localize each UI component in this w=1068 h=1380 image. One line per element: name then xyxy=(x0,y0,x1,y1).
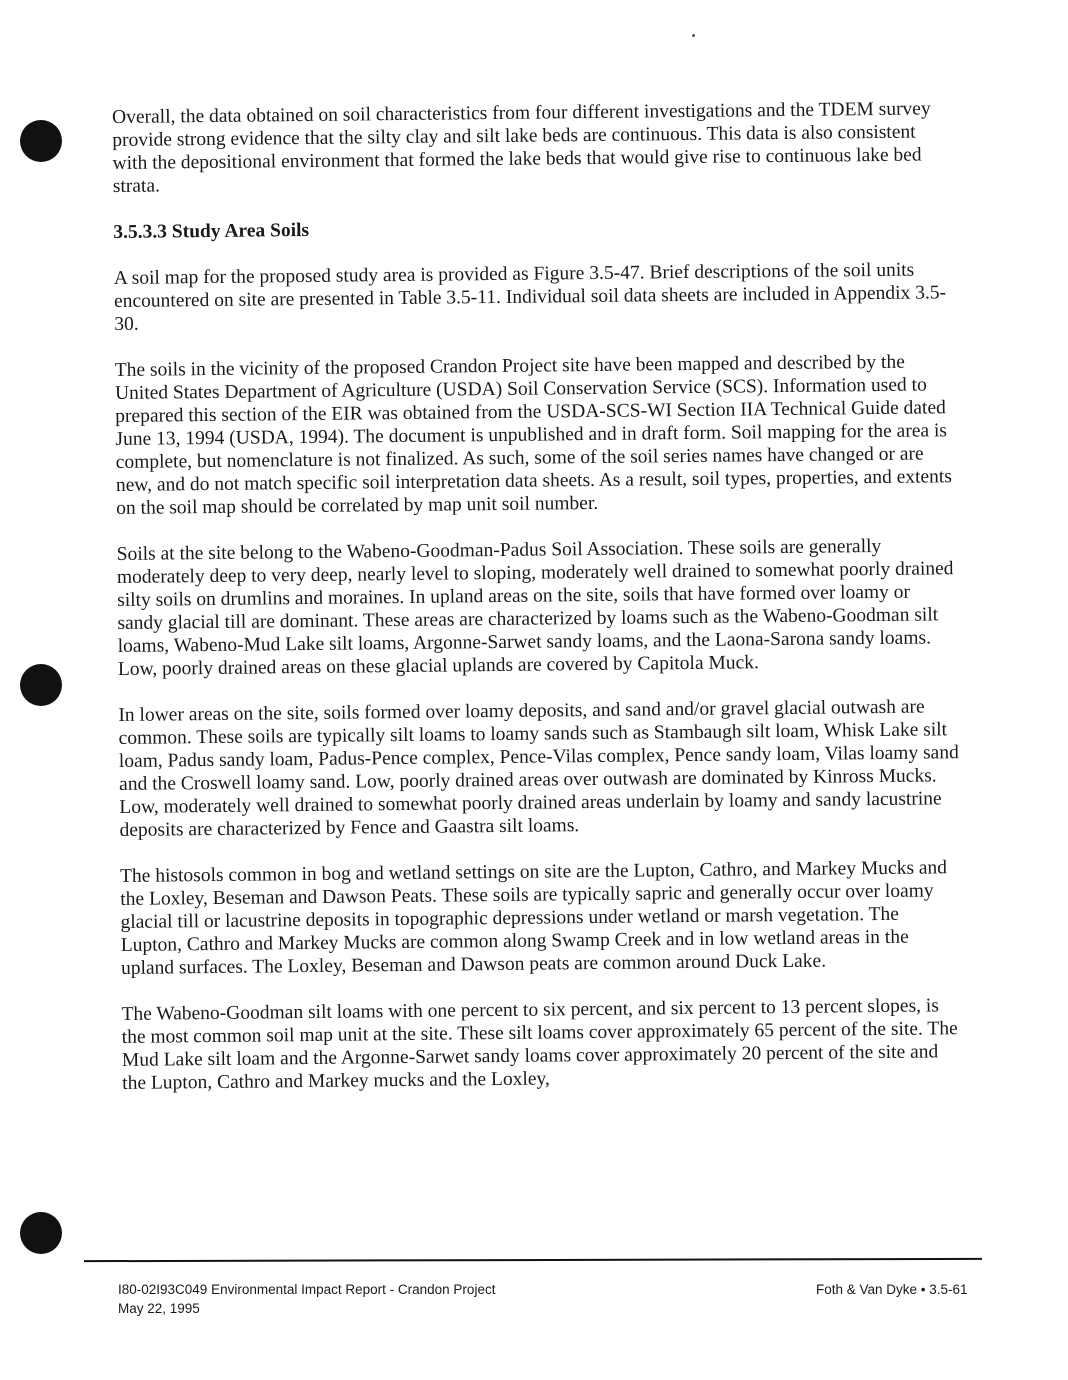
paragraph-intro: Overall, the data obtained on soil characteristics from four different investigations and the TDEM survey provide strong evidence that the silty clay and silt lake beds are continuous. This data is also consistent with the depositional environment that formed the lake beds that would give rise to continuous lake bed strata. xyxy=(112,98,931,197)
paragraph-soil-map: A soil map for the proposed study area is provided as Figure 3.5-47. Brief descriptions of the soil units encountered on site are presented in Table 3.5-11. Individual soil data sheets are included in Appendix 3.5-30. xyxy=(113,259,947,335)
page-body xyxy=(112,97,963,1118)
paragraph-soil-association: Soils at the site belong to the Wabeno-Goodman-Padus Soil Association. These soils are generally moderately deep to very deep, nearly level to sloping, moderately well drained to somewhat poorly drained silty soils on drumlins and moraines. In upland areas on the site, soils that have formed over loamy or sandy glacial till are dominant. These areas are characterized by loams such as the Wabeno-Goodman silt loams, Wabeno-Mud Lake silt loams, Argonne-Sarwet sandy loams, and the Laona-Sarona sandy loams. Low, poorly drained areas on these glacial uplands are covered by Capitola Muck. xyxy=(116,535,954,680)
footer-doc-id: I80-02I93C049 Environmental Impact Report - Crandon Project xyxy=(118,1282,496,1297)
binder-hole-middle xyxy=(20,664,62,706)
footer-date: May 22, 1995 xyxy=(118,1301,200,1316)
scan-speck xyxy=(692,34,695,37)
footer-page-ref: Foth & Van Dyke • 3.5-61 xyxy=(816,1282,968,1297)
binder-hole-bottom xyxy=(20,1212,62,1254)
paragraph-usda-mapping: The soils in the vicinity of the proposed Crandon Project site have been mapped and described by the United States Department of Agriculture (USDA) Soil Conservation Service (SCS). Information used to prepared this section of the EIR was obtained from the USDA-SCS-WI Section IIA Technical Guide dated June 13, 1994 (USDA, 1994). The document is unpublished and in draft form. Soil mapping for the area is complete, but nomenclature is not finalized. As such, some of the soil series names have changed or are new, and do not match specific soil interpretation data sheets. As a result, soil types, properties, and extents on the soil map should be correlated by map unit soil number. xyxy=(114,351,952,519)
paragraph-lower-areas: In lower areas on the site, soils formed over loamy deposits, and sand and/or gravel glacial outwash are common. These soils are typically silt loams to loamy sands such as Stambaugh silt loam, Whisk Lake silt loam, Padus sandy loam, Padus-Pence complex, Pence-Vilas complex, Pence sandy loam, Vilas loamy sand and the Croswell loamy sand. Low, poorly drained areas over outwash are dominated by Kinross Mucks. Low, moderately well drained to somewhat poorly drained areas underlain by loamy and sandy lacustrine deposits are characterized by Fence and Gaastra silt loams. xyxy=(118,696,959,841)
footer-left xyxy=(118,1280,495,1318)
footer-divider xyxy=(84,1258,982,1262)
paragraph-wabeno-goodman: The Wabeno-Goodman silt loams with one percent to six percent, and six percent to 13 percent slopes, is the most common soil map unit at the site. These silt loams cover approximately 65 percent of the site. The Mud Lake silt loam and the Argonne-Sarwet sandy loams cover approximately 20 percent of the site and the Lupton, Cathro and Markey mucks and the Loxley, xyxy=(121,995,958,1094)
paragraph-histosols: The histosols common in bog and wetland settings on site are the Lupton, Cathro, and Markey Mucks and the Loxley, Beseman and Dawson Peats. These soils are typically sapric and generally occur over loamy glacial till or lacustrine deposits in topographic depressions under wetland or marsh vegetation. The Lupton, Cathro and Markey Mucks are common along Swamp Creek and in low wetland areas in the upland surfaces. The Loxley, Beseman and Dawson peats are common around Duck Lake. xyxy=(119,857,948,979)
section-heading: 3.5.3.3 Study Area Soils xyxy=(113,219,310,243)
binder-hole-top xyxy=(20,120,62,162)
